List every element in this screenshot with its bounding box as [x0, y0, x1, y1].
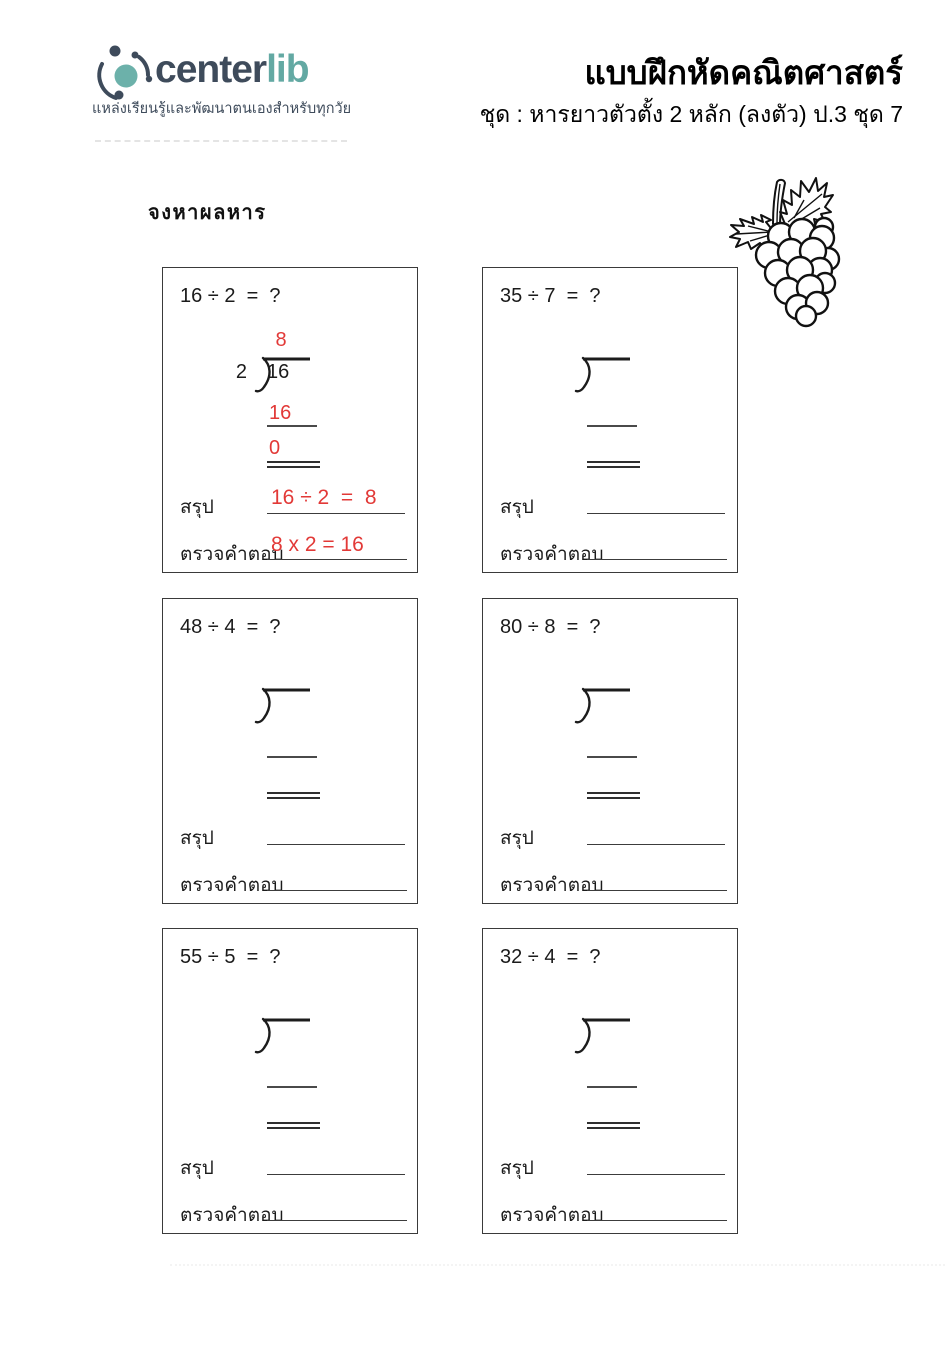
summary-answer-line: [267, 513, 405, 514]
check-answer-line: [267, 559, 407, 560]
worksheet-title: แบบฝึกหัดคณิตศาสตร์: [584, 54, 903, 91]
check-answer-line: [587, 890, 727, 891]
work-line-single: [267, 425, 317, 427]
summary-label: สรุป: [180, 497, 214, 518]
check-answer: 8 x 2 = 16: [271, 533, 364, 556]
problem-equation: 55 ÷ 5 = ?: [180, 946, 281, 968]
title-block: [480, 52, 903, 129]
check-answer-line: [267, 1220, 407, 1221]
dividend-value: 16: [267, 361, 290, 383]
check-answer-line: [587, 559, 727, 560]
work-line-single: [587, 425, 637, 427]
problem-box-2: [482, 267, 738, 573]
summary-answer-line: [267, 844, 405, 845]
faded-footer-remnant: [170, 1264, 945, 1266]
instruction-text: จงหาผลหาร: [148, 202, 267, 224]
quotient-value: 8: [275, 329, 287, 351]
worksheet-subtitle: ชุด : หารยาวตัวตั้ง 2 หลัก (ลงตัว) ป.3 ชุด 7: [479, 101, 903, 127]
problem-equation: 32 ÷ 4 = ?: [500, 946, 601, 968]
summary-answer-line: [587, 513, 725, 514]
remainder-value: 0: [269, 437, 281, 459]
problem-box-3: [162, 598, 418, 904]
faded-text-remnant: [95, 140, 347, 142]
summary-answer: 16 ÷ 2 = 8: [271, 486, 377, 509]
summary-answer-line: [587, 844, 725, 845]
summary-answer-line: [267, 1174, 405, 1175]
centerlib-logo-icon: [92, 42, 156, 104]
check-label: ตรวจคำตอบ: [500, 544, 604, 565]
check-label: ตรวจคำตอบ: [180, 875, 284, 896]
work-line-single: [587, 756, 637, 758]
check-label: ตรวจคำตอบ: [500, 875, 604, 896]
work-line-double: [267, 461, 320, 468]
brand-text-center: center: [155, 48, 267, 91]
check-label: ตรวจคำตอบ: [180, 544, 284, 565]
problem-box-6: [482, 928, 738, 1234]
grapes-illustration: [728, 170, 838, 320]
brand-text-lib: lib: [266, 48, 309, 91]
summary-label: สรุป: [500, 497, 534, 518]
problem-box-1: [162, 267, 418, 573]
brand-tagline: แหล่งเรียนรู้และพัฒนาตนเองสำหรับทุกวัย: [92, 101, 352, 117]
summary-label: สรุป: [180, 1158, 214, 1179]
summary-label: สรุป: [180, 828, 214, 849]
problem-box-4: [482, 598, 738, 904]
problem-equation: 16 ÷ 2 = ?: [180, 285, 281, 307]
problem-equation: 48 ÷ 4 = ?: [180, 616, 281, 638]
work-line-double: [587, 461, 640, 468]
long-division-bracket-icon: [251, 1017, 313, 1059]
work-line-single: [267, 756, 317, 758]
work-line-single: [267, 1086, 317, 1088]
check-label: ตรวจคำตอบ: [180, 1205, 284, 1226]
work-line-double: [587, 1122, 640, 1129]
long-division-bracket-icon: [251, 687, 313, 729]
subtraction-value: 16: [269, 402, 292, 424]
problem-box-5: [162, 928, 418, 1234]
long-division-bracket-icon: [571, 1017, 633, 1059]
long-division-bracket-icon: [571, 356, 633, 398]
problem-equation: 80 ÷ 8 = ?: [500, 616, 601, 638]
summary-label: สรุป: [500, 828, 534, 849]
summary-answer-line: [587, 1174, 725, 1175]
brand-wordmark: [155, 50, 309, 89]
check-answer-line: [267, 890, 407, 891]
summary-label: สรุป: [500, 1158, 534, 1179]
work-line-double: [267, 792, 320, 799]
check-label: ตรวจคำตอบ: [500, 1205, 604, 1226]
problem-equation: 35 ÷ 7 = ?: [500, 285, 601, 307]
long-division-bracket-icon: [571, 687, 633, 729]
work-line-double: [587, 792, 640, 799]
check-answer-line: [587, 1220, 727, 1221]
work-line-single: [587, 1086, 637, 1088]
work-line-double: [267, 1122, 320, 1129]
divisor-value: 2: [235, 361, 247, 383]
